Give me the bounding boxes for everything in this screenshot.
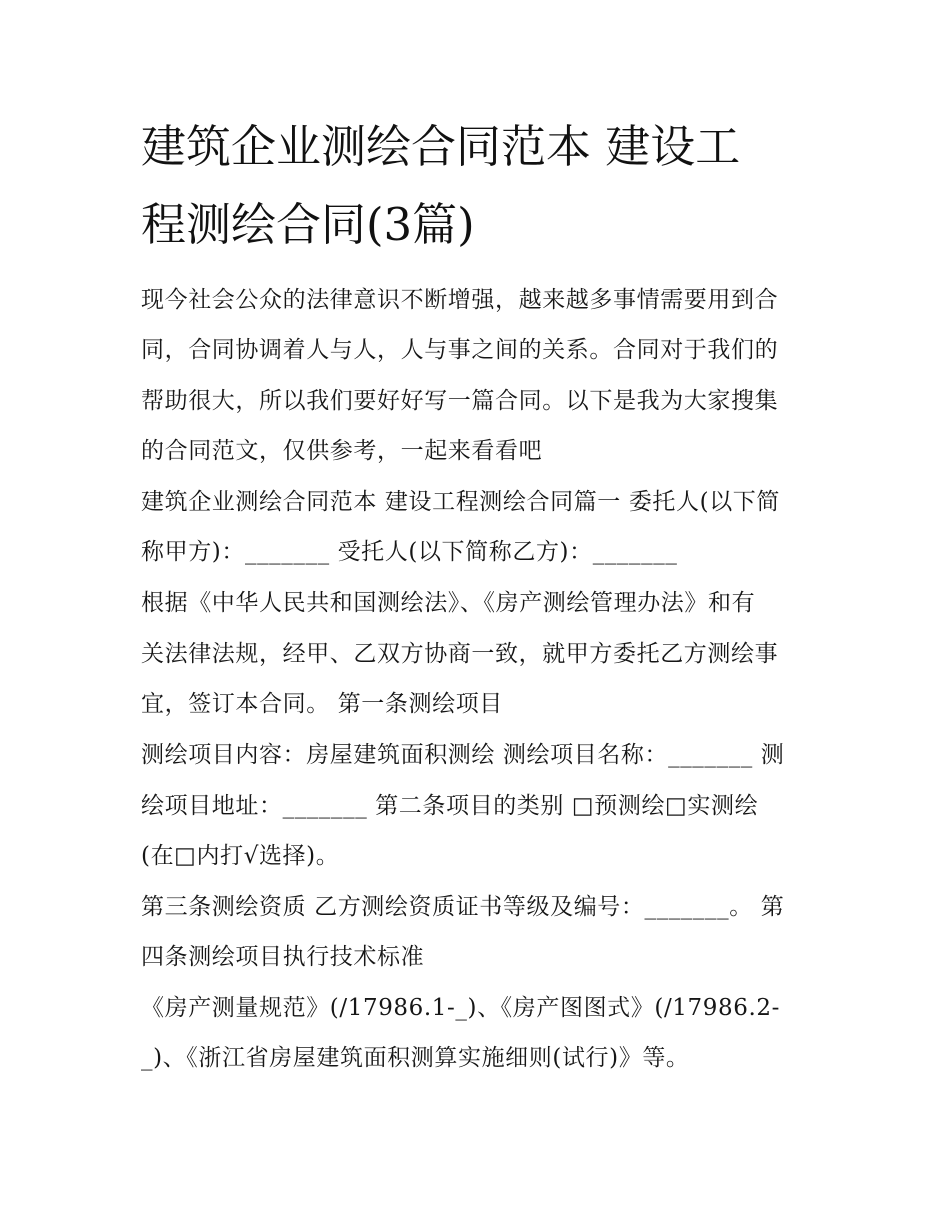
- qualification-line-1: 第三条测绘资质 乙方测绘资质证书等级及编号：_______。 第: [141, 894, 785, 920]
- basis-line-3: 宜，签订本合同。 第一条测绘项目: [141, 691, 503, 717]
- basis-line-1: 根据《中华人民共和国测绘法》、《房产测绘管理办法》和有: [141, 590, 756, 616]
- qualification-line-2: 四条测绘项目执行技术标准: [141, 944, 425, 970]
- parties-line-1: 建筑企业测绘合同范本 建设工程测绘合同篇一 委托人(以下简: [141, 489, 780, 515]
- standards-line-1: 《房产测量规范》(/17986.1-_)、《房产图图式》(/17986.2-: [141, 995, 780, 1021]
- intro-line-3: 帮助很大，所以我们要好好写一篇合同。以下是我为大家搜集: [141, 388, 779, 414]
- document-title-line-2: 程测绘合同(3篇): [141, 198, 475, 251]
- standards-line-2: _)、《浙江省房屋建筑面积测算实施细则(试行)》等。: [141, 1045, 690, 1071]
- intro-line-1: 现今社会公众的法律意识不断增强，越来越多事情需要用到合: [141, 287, 779, 313]
- basis-line-2: 关法律法规，经甲、乙双方协商一致，就甲方委托乙方测绘事: [141, 641, 779, 667]
- parties-line-2: 称甲方)：_______ 受托人(以下简称乙方)：_______: [141, 539, 678, 565]
- intro-line-4: 的合同范文，仅供参考，一起来看看吧: [141, 438, 543, 464]
- project-line-3: (在□内打√选择)。: [141, 843, 340, 869]
- project-line-1: 测绘项目内容：房屋建筑面积测绘 测绘项目名称：_______ 测: [141, 742, 785, 768]
- project-line-2: 绘项目地址：_______ 第二条项目的类别 □预测绘□实测绘: [141, 793, 759, 819]
- document-title-line-1: 建筑企业测绘合同范本 建设工: [141, 120, 741, 173]
- intro-line-2: 同，合同协调着人与人，人与事之间的关系。合同对于我们的: [141, 337, 779, 363]
